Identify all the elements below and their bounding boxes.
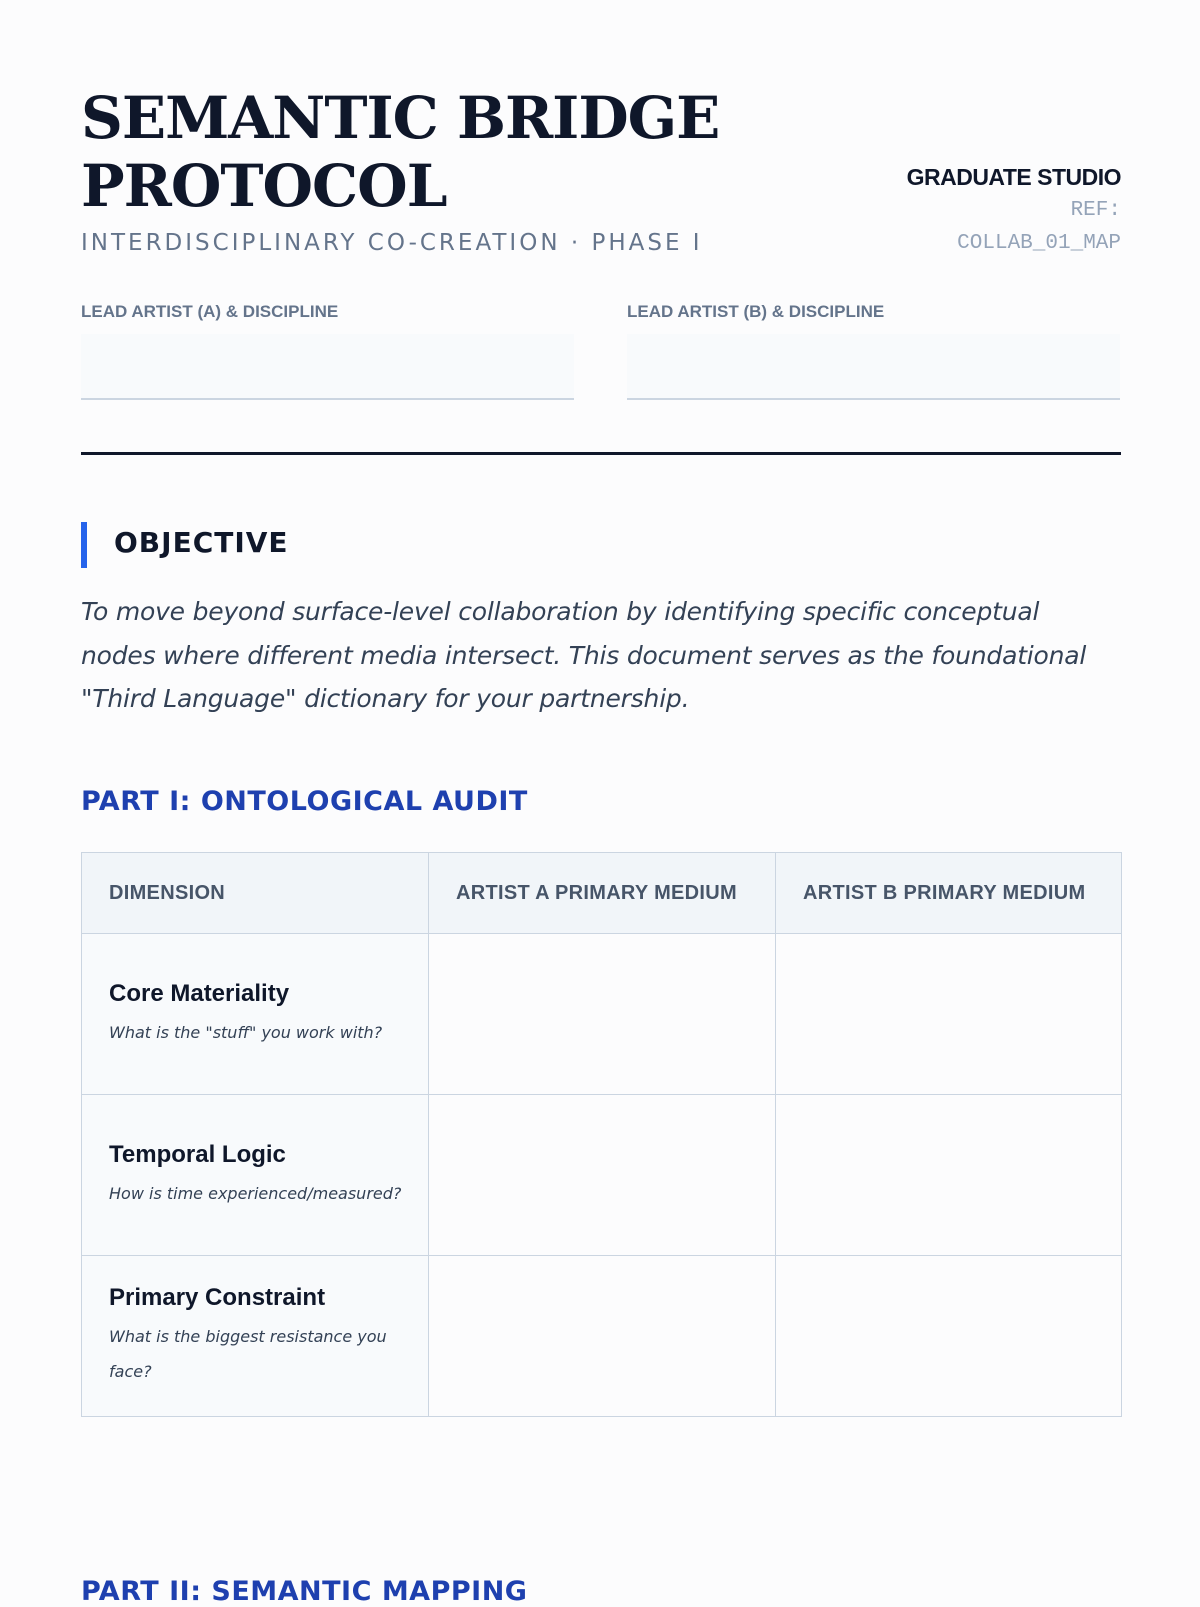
artist-b-label: LEAD ARTIST (B) & DISCIPLINE — [627, 302, 885, 321]
ref-code: COLLAB_01_MAP — [957, 232, 1121, 255]
artist-a-label: LEAD ARTIST (A) & DISCIPLINE — [81, 302, 339, 321]
artist-b-input[interactable] — [627, 334, 1120, 400]
artist-b-field — [627, 300, 1120, 400]
studio-block — [907, 163, 1121, 260]
page-title: SEMANTIC BRIDGE PROTOCOL — [81, 84, 720, 220]
part-two-heading: PART II: SEMANTIC MAPPING — [81, 1576, 528, 1607]
studio-name: GRADUATE STUDIO — [906, 164, 1121, 190]
dimension-name: Temporal Logic — [109, 1140, 286, 1168]
dimension-cell — [82, 1095, 429, 1256]
dimension-name: Primary Constraint — [109, 1284, 326, 1311]
table-row — [82, 1095, 1122, 1256]
table-header-row — [82, 853, 1122, 934]
column-header-artist-b: ARTIST B PRIMARY MEDIUM — [776, 853, 1122, 934]
objective-accent-bar — [81, 522, 87, 568]
page-subtitle: INTERDISCIPLINARY CO-CREATION · PHASE I — [81, 230, 703, 256]
part-one-heading: PART I: ONTOLOGICAL AUDIT — [81, 786, 528, 817]
dimension-question: What is the biggest resistance you face? — [109, 1327, 387, 1381]
dimension-question: What is the "stuff" you work with? — [109, 1022, 383, 1042]
artist-a-cell[interactable] — [429, 1256, 776, 1417]
dimension-cell — [82, 1256, 429, 1417]
table-row — [82, 1256, 1122, 1417]
header-divider — [81, 452, 1121, 455]
column-header-dimension: DIMENSION — [82, 853, 429, 934]
dimension-name: Core Materiality — [109, 979, 290, 1007]
dimension-question: How is time experienced/measured? — [109, 1183, 402, 1203]
artist-a-cell[interactable] — [429, 934, 776, 1095]
objective-heading: OBJECTIVE — [114, 526, 289, 559]
table-row — [82, 934, 1122, 1095]
objective-text: To move beyond surface-level collaboration by identifying specific conceptual nodes where different media intersect. This document serves as the foundational "Third Language" dictionary for your partnership. — [81, 597, 1087, 713]
artist-a-input[interactable] — [81, 334, 574, 400]
artist-a-field — [81, 300, 574, 400]
artist-a-cell[interactable] — [429, 1095, 776, 1256]
ontological-audit-table — [81, 852, 1122, 1417]
dimension-cell — [82, 934, 429, 1095]
artist-b-cell[interactable] — [776, 934, 1122, 1095]
artist-b-cell[interactable] — [776, 1095, 1122, 1256]
column-header-artist-a: ARTIST A PRIMARY MEDIUM — [429, 853, 776, 934]
artist-b-cell[interactable] — [776, 1256, 1122, 1417]
ref-label: REF: — [1070, 199, 1121, 222]
